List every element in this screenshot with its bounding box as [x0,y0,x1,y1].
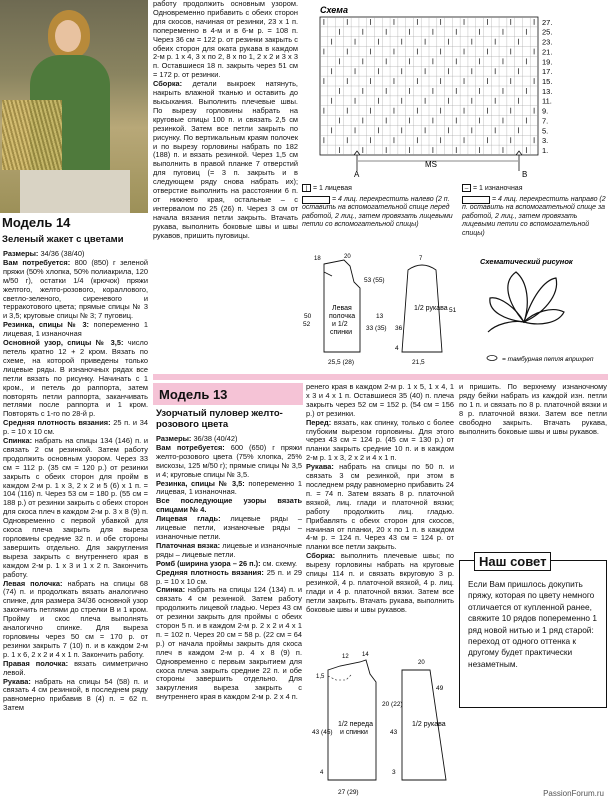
svg-text:49: 49 [436,685,444,692]
svg-text:12: 12 [342,654,349,660]
svg-text:3: 3 [392,769,396,776]
scheme-title: Схема [320,5,348,15]
model13-pattern [306,630,456,798]
model14-left-paragraph: Средняя плотность вязания: 25 п. и 34 р. = 10 х 10 см. [3,418,148,437]
svg-text:4: 4 [320,770,324,776]
model14-mid-paragraph: Сборка: детали выкроек натянуть, накрыть влажной тканью и оставить до высыхания. Выполнить плечевые швы. По вырезу горловины набрать на круговые спицы 100 п. и связать 2,5 см резинкой. Затем все петли закрыть по рисунку. По вертикальным краям полочек и по вырезу горловины набрать по 182 (188) п. и вязать резинкой. Через 1,5 см выполнить в правой планке 7 отверстий для пуговиц (= 3 п. закрыть и в следующем ряду снова набрать их); отверстие выполнить на расстоянии 6 п. от нижнего края, остальные – с интервалом по 25 (26) п. Через 3 см от начала вязания петли закрыть. Втачать рукава, выполнить боковые швы и швы рукавов, пришить пуговицы. [153,79,298,240]
scheme-row-number: 11. [542,96,552,106]
model14-left-paragraph: Спинка: набрать на спицы 134 (146) п. и связать 2 см резинкой. Затем работу продолжить основным узором. Через 33 см = 112 р. (35 см = 120 р.) от резинки закрыть с обеих сторон для пройм в каждом 2-м р. 1 х 3, 2 х 2 и 5 (6) х 1 п. = 104 (116) п. Через 53 см = 180 р. (55 см = 188 р.) от резинки закрыть с обеих сторон для скоса плеч в каждом 2-м р. 3 х 8 (9) п. Одновременно с первой убавкой для скоса плеча закрыть для выреза горловины средние 32 п. и обе стороны завершить отдельно. Для закругления выреза закрыть с внутреннего края в каждом 2-м р. 1 х 3 и 1 х 2 п. Закончить работу. [3,436,148,579]
model13-b-paragraph: Перед: вязать, как спинку, только с более глубоким вырезом горловины. Для этого через 43 см = 124 р. (45 см = 130 р.) от планки закрыть средние 10 п. и в каждом 2-м р. 1 х 3, 2 х 2 и 4 х 1 п. [306,417,454,463]
model13-a-paragraph: Размеры: 36/38 (40/42) [156,435,238,443]
svg-text:13: 13 [376,313,384,320]
model13-b-paragraph: ренего края в каждом 2-м р. 1 х 5, 1 х 4, 1 х 3 и 4 х 1 п. Оставшиеся 35 (40) п. плеча закрыть через 52 см = 152 р. (54 см = 156 р.) от резинки. [306,383,454,418]
model14-subtitle: Зеленый жакет с цветами [2,234,124,245]
svg-text:1,5: 1,5 [316,674,325,680]
svg-text:4: 4 [395,345,399,352]
model14-left-paragraph: Правая полочка: вязать симметрично левой. [3,658,148,677]
model14-header [2,215,150,245]
svg-text:и 1/2: и 1/2 [332,321,348,328]
svg-text:33 (35): 33 (35) [366,325,387,332]
model13-title-band [153,383,303,405]
m14-width: 25,5 (28) [328,359,355,366]
arrow-a-label: A [354,170,360,179]
svg-text:полочка: полочка [329,313,356,320]
model14-title: Модель 14 [2,215,71,230]
advice-title: Наш совет [474,552,551,571]
svg-text:18: 18 [314,256,321,262]
svg-text:21,5: 21,5 [412,359,425,366]
flower-drawing [488,272,564,332]
advice-text: Если Вам пришлось докупить пряжу, которая по цвету немного отличается от купленной ранее, свяжите 10 рядов попеременно 1 ряд новой нитью и 1 ряд старой: переход от одного оттенка к другому будет практически незаметным. [468,579,597,669]
scheme-row-number: 15. [542,77,553,86]
model13-a-paragraph: Резинка, спицы № 3,5: попеременно 1 лицевая, 1 изнаночная. [156,478,302,497]
legend-cross-left: = 4 лиц. перекрестить налево (2 п. оставить на вспомогательной спице перед работой, 2 лиц., затем провязать лицевыми петли со вспомогательной спицы) [302,196,453,229]
svg-text:и спинки: и спинки [340,729,368,736]
model13-a-paragraph: Спинка: набрать на спицы 124 (134) п. и связать 4 см резинкой. Затем работу продолжить лицевой гладью. Через 43 см от резинки закрыть для проймы с обеих сторон 5 п. и в каждом 2-м р. 2 х 2 и 4 х 1 п. = 102 п. Через 20 см = 58 р. (22 см = 64 р.) от начала проймы закрыть для скоса плеч в каждом 2-м р. 4 х 8 (9) п. Одновременно с первым закрытием для скоса плеча закрыть средние 22 п. и обе стороны завершить отдельно. Для закругления выреза закрыть с внутреннего края в каждом 2-м р. 2 х 4 п. [156,585,302,702]
scheme-row-number: 21. [542,47,553,57]
m14-height-a: 50 [304,313,312,320]
model13-title: Модель 13 [159,387,228,402]
model14-left-paragraph: Резинка, спицы № 3: попеременно 1 лицевая, 1 изнаночная [3,320,148,339]
model14-left-paragraph: Размеры: 34/36 (38/40) [3,250,85,258]
m13-front-label: 1/2 переда [338,721,373,728]
model13-a-paragraph: Платочная вязка: лицевые и изнаночные ряды – лицевые петли. [156,540,302,559]
svg-text:43: 43 [390,729,398,736]
svg-text:36: 36 [395,325,403,332]
model13-text-b [306,383,454,628]
scheme-row-number: 27. [542,17,553,27]
m13-sleeve-label: 1/2 рукава [412,721,446,728]
scheme-row-number: 9. [542,106,549,116]
model13-a-paragraph: Средняя плотность вязания: 25 п. и 29 р. = 10 х 10 см. [156,567,302,586]
arrow-b-label: B [522,170,528,179]
model14-text-mid [153,0,298,305]
scheme-row-number: 25. [542,27,553,37]
model14-text-left [3,250,148,798]
legend-purl: = 1 изнаночная [471,185,523,192]
svg-text:спинки: спинки [330,329,353,336]
scheme-row-number: 19. [542,57,553,67]
model13-a-paragraph: Вам потребуется: 600 (650) г пряжи желто-розового цвета (75% хлопка, 25% вискозы, 125 м/50 г); прямые спицы № 3,5 и 4; круговые спицы № 3,5. [156,442,302,479]
svg-text:20 (22): 20 (22) [382,701,403,708]
scheme-legend: | = 1 лицевая – = 1 изнаночная = 4 лиц. перекрестить налево (2 п. оставить на вспомогательной спице перед работой, 2 лиц., затем провязать лицевыми петли со вспомогательной спицы) = 4 лиц. перекрестить направо (2 п. оставить на вспомогательной спице за работой, 2 лиц., затем провязать лицевыми петли со вспомогательной спицы) [302,185,606,237]
svg-text:51: 51 [449,307,457,314]
scheme-row-number: 5. [542,126,549,136]
legend-cross-right: = 4 лиц. перекрестить направо (2 п. оставить на вспомогательной спице за работой, 2 лиц., затем провязать лицевыми петли со вспомогательной спицы) [462,196,606,237]
watermark: PassionForum.ru [543,789,604,798]
flower-title: Схематический рисунок [480,257,573,266]
knitting-scheme [318,3,608,181]
model13-b-paragraph: Сборка: выполнить плечевые швы; по вырезу горловины набрать на круговые спицы 114 п. и связать вкруговую 3 р. резинкой, 4 р. платочной вязкой, 4 р. лиц. глади и 4 р. платочной вязки. Затем все петли закрыть. Втачать рукава, выполнить боковые швы и швы рукавов. [306,551,454,614]
model13-a-paragraph: Все последующие узоры вязать спицами № 4. [156,496,302,515]
scheme-row-number: 7. [542,116,549,126]
m14-sleeve-label: 1/2 рукава [414,305,448,312]
model14-left-paragraph: Вам потребуется: 800 (850) г зеленой пряжи (50% хлопка, 50% полиакрила, 120 м/50 г), остатки 1/4 (крючок) пряжи желтого, желто-розового, кораллового, светло-зеленого, сиреневого и терракотового цвета; прямые спицы № 3 и 3,5; круговые спицы № 3; 7 пуговиц. [3,257,148,321]
svg-text:53 (55): 53 (55) [364,277,385,284]
advice-box [459,554,607,708]
pink-divider [153,374,608,380]
svg-text:20: 20 [344,254,351,260]
rapport-label: MS [425,160,437,169]
model13-text-c [459,383,607,553]
m14-front-label-1: Левая [332,305,352,312]
model13-b-paragraph: Рукава: набрать на спицы по 50 п. и связать 3 см резинкой, при этом в последнем ряду равномерно прибавить 24 п. = 74 п. Затем вязать 8 р. платочной вязкой, лиц. глади и платочной вязки; работу продолжить лиц. гладью. Прибавлять с обеих сторон для скосов, начиная от планки, 20 х по 1 п. в каждом 4-м р. = 124 п. Через 43 см = 124 р. от планки все петли закрыть. [306,462,454,552]
svg-text:27 (29): 27 (29) [338,789,359,796]
model13-subtitle-wrap [156,408,298,430]
svg-text:14: 14 [362,652,369,658]
model13-a-paragraph: Лицевая гладь: лицевые ряды – лицевые петли, изнаночные ряды – изнаночные петли. [156,514,302,541]
model14-mid-paragraph: работу продолжить основным узором. Одновременно прибавить с обеих сторон для скосов, начиная от резинки, 23 х 1 п. попеременно в 4-м и в 6-м р. = 108 п. Через 36 см = 122 р. от резинки закрыть с обеих сторон для оката рукава в каждом 2-м р. 1 х 4, 3 х по 2, 8 х по 1, 2 х 2 и 3 х 3 п. Оставшиеся 18 п. закрыть через 51 см = 172 р. от резинки. [153,0,298,80]
model14-left-paragraph: Основной узор, спицы № 3,5: число петель кратно 12 + 2 кром. Вязать по схеме, на которой приведены только лицевые ряды. В изнаночных рядах все петли вязать по рисунку. Начинать с 1 кром., и петель до раппорта, затем повторять петли раппорта, заканчивать петлями после раппорта и 1 кром. Повторять с 1-го по 28-й р. [3,338,148,419]
model14-pattern [302,252,608,370]
chain-legend: = тамбурная петля вприхреп [502,356,594,363]
model13-c-paragraph: и пришить. По верхнему изнаночному ряду бейки набрать из каждой изн. петли по 1 п. и связать по 8 р. платочной вязки и 8 р. платочной вязки. Затем все петли свободно закрыть. Втачать рукава, выполнить боковые швы и швы рукавов. [459,383,607,436]
scheme-row-number: 13. [542,86,553,96]
scheme-row-number: 17. [542,67,553,77]
model13-subtitle: Узорчатый пуловер желто-розового цвета [156,408,283,430]
model-photo [0,0,148,213]
svg-text:7: 7 [419,256,423,262]
model14-left-paragraph: Левая полочка: набрать на спицы 68 (74) п. и продолжать вязать аналогично спинке, для размера 34/36 основной узор закончить петлями до стрелки В и 1 кром. Пройму и скос плеча выполнять аналогично спинке. Для выреза горловины через 50 см = 170 р. от резинки закрыть 7 (10) п. и в каждом 2-м р. 1 х 6, 2 х 2 и 4 х 1 п. Закончить работу. [3,578,148,659]
model13-text-a [156,435,302,800]
svg-text:20: 20 [418,660,425,666]
svg-text:43 (45): 43 (45) [312,729,333,736]
svg-text:52: 52 [303,321,311,328]
model13-a-paragraph: Ромб (ширина узора – 26 п.): см. схему. [156,558,298,568]
legend-knit: = 1 лицевая [311,185,352,192]
scheme-row-number: 1. [542,146,549,155]
scheme-row-number: 23. [542,37,553,47]
scheme-row-number: 3. [542,136,549,146]
model14-left-paragraph: Рукава: набрать на спицы 54 (58) п. и связать 4 см резинкой, в последнем ряду равномерно прибавив 8 (4) п. = 62 п. Затем [3,676,148,713]
